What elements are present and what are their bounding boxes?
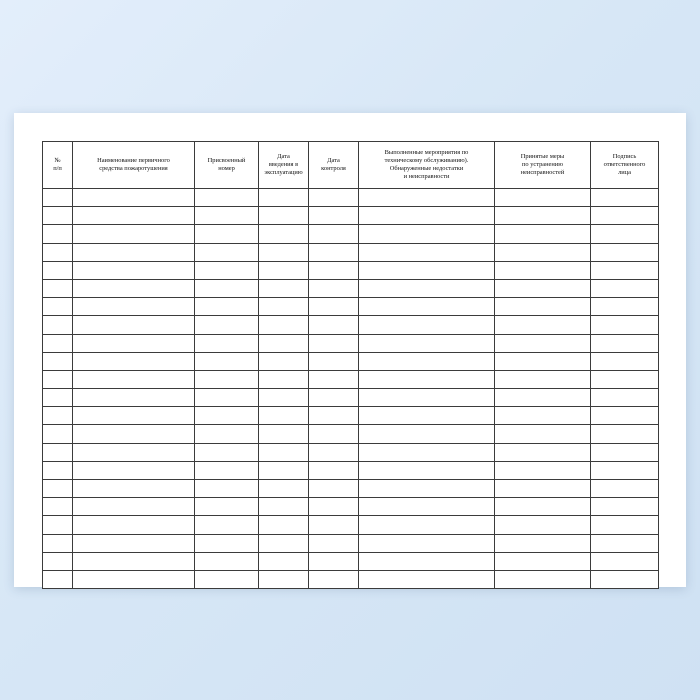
header-line: номер xyxy=(218,165,235,172)
table-cell[interactable] xyxy=(43,334,73,352)
table-cell[interactable] xyxy=(195,552,259,570)
table-cell[interactable] xyxy=(309,352,359,370)
column-header-corrective-measures xyxy=(495,142,591,189)
table-cell[interactable] xyxy=(73,225,195,243)
table-cell[interactable] xyxy=(495,189,591,207)
table-cell[interactable] xyxy=(495,407,591,425)
table-cell[interactable] xyxy=(43,389,73,407)
table-cell[interactable] xyxy=(359,425,495,443)
table-cell[interactable] xyxy=(259,425,309,443)
table-cell[interactable] xyxy=(495,352,591,370)
table-cell[interactable] xyxy=(495,534,591,552)
table-cell[interactable] xyxy=(43,425,73,443)
table-cell[interactable] xyxy=(195,316,259,334)
table-cell[interactable] xyxy=(309,407,359,425)
column-header-number xyxy=(43,142,73,189)
table-cell[interactable] xyxy=(73,334,195,352)
table-row xyxy=(43,189,659,207)
table-cell[interactable] xyxy=(591,498,659,516)
table-cell[interactable] xyxy=(73,189,195,207)
table-cell[interactable] xyxy=(43,461,73,479)
table-cell[interactable] xyxy=(195,516,259,534)
table-cell[interactable] xyxy=(73,425,195,443)
table-cell[interactable] xyxy=(195,370,259,388)
table-cell[interactable] xyxy=(495,498,591,516)
table-cell[interactable] xyxy=(195,352,259,370)
table-cell[interactable] xyxy=(309,570,359,588)
table-cell[interactable] xyxy=(259,243,309,261)
table-cell[interactable] xyxy=(73,243,195,261)
table-cell[interactable] xyxy=(309,425,359,443)
table-cell[interactable] xyxy=(73,461,195,479)
table-cell[interactable] xyxy=(195,334,259,352)
table-row xyxy=(43,516,659,534)
table-cell[interactable] xyxy=(359,225,495,243)
table-row xyxy=(43,352,659,370)
table-cell[interactable] xyxy=(73,552,195,570)
table-cell[interactable] xyxy=(43,316,73,334)
table-cell[interactable] xyxy=(309,498,359,516)
table-cell[interactable] xyxy=(43,261,73,279)
table-cell[interactable] xyxy=(259,480,309,498)
table-row xyxy=(43,243,659,261)
table-cell[interactable] xyxy=(591,425,659,443)
table-cell[interactable] xyxy=(359,298,495,316)
table-cell[interactable] xyxy=(195,461,259,479)
table-cell[interactable] xyxy=(309,516,359,534)
table-cell[interactable] xyxy=(359,352,495,370)
table-cell[interactable] xyxy=(195,480,259,498)
table-cell[interactable] xyxy=(495,316,591,334)
table-cell[interactable] xyxy=(591,316,659,334)
table-cell[interactable] xyxy=(309,461,359,479)
table-cell[interactable] xyxy=(309,261,359,279)
table-cell[interactable] xyxy=(43,243,73,261)
table-cell[interactable] xyxy=(43,552,73,570)
table-cell[interactable] xyxy=(495,370,591,388)
table-cell[interactable] xyxy=(195,498,259,516)
table-cell[interactable] xyxy=(195,407,259,425)
table-cell[interactable] xyxy=(259,570,309,588)
table-cell[interactable] xyxy=(43,498,73,516)
table-cell[interactable] xyxy=(43,189,73,207)
table-cell[interactable] xyxy=(309,189,359,207)
table-cell[interactable] xyxy=(591,534,659,552)
table-cell[interactable] xyxy=(309,534,359,552)
table-cell[interactable] xyxy=(259,207,309,225)
fire-equipment-log-table xyxy=(42,141,659,589)
table-row xyxy=(43,334,659,352)
table-cell[interactable] xyxy=(309,279,359,297)
table-cell[interactable] xyxy=(195,389,259,407)
document-sheet xyxy=(14,113,686,587)
table-cell[interactable] xyxy=(259,225,309,243)
table-row xyxy=(43,461,659,479)
table-cell[interactable] xyxy=(43,370,73,388)
table-cell[interactable] xyxy=(359,407,495,425)
table-cell[interactable] xyxy=(259,407,309,425)
table-cell[interactable] xyxy=(591,570,659,588)
table-cell[interactable] xyxy=(495,516,591,534)
table-cell[interactable] xyxy=(309,298,359,316)
table-cell[interactable] xyxy=(73,370,195,388)
table-cell[interactable] xyxy=(195,189,259,207)
table-cell[interactable] xyxy=(43,570,73,588)
header-line: техническому обслуживанию). xyxy=(384,156,469,164)
table-cell[interactable] xyxy=(259,461,309,479)
table-row xyxy=(43,298,659,316)
table-cell[interactable] xyxy=(591,243,659,261)
table-cell[interactable] xyxy=(259,370,309,388)
table-row xyxy=(43,552,659,570)
table-row xyxy=(43,225,659,243)
header-line: по устранению xyxy=(521,160,564,168)
table-cell[interactable] xyxy=(359,334,495,352)
table-cell[interactable] xyxy=(591,298,659,316)
header-line: Выполненные мероприятия по xyxy=(384,148,469,156)
table-cell[interactable] xyxy=(591,207,659,225)
table-cell[interactable] xyxy=(259,189,309,207)
table-row xyxy=(43,534,659,552)
table-cell[interactable] xyxy=(259,352,309,370)
table-cell[interactable] xyxy=(359,570,495,588)
column-header-equipment-name xyxy=(73,142,195,189)
table-cell[interactable] xyxy=(43,352,73,370)
table-cell[interactable] xyxy=(591,352,659,370)
table-cell[interactable] xyxy=(309,316,359,334)
table-cell[interactable] xyxy=(43,298,73,316)
table-row xyxy=(43,480,659,498)
header-line: эксплуатацию xyxy=(264,169,303,177)
table-cell[interactable] xyxy=(359,534,495,552)
table-cell[interactable] xyxy=(309,225,359,243)
table-cell[interactable] xyxy=(43,225,73,243)
table-cell[interactable] xyxy=(495,298,591,316)
header-line: Принятые меры xyxy=(520,152,565,160)
table-cell[interactable] xyxy=(495,225,591,243)
table-cell[interactable] xyxy=(495,461,591,479)
table-cell[interactable] xyxy=(43,534,73,552)
table-cell[interactable] xyxy=(195,443,259,461)
table-row xyxy=(43,370,659,388)
table-row xyxy=(43,207,659,225)
table-cell[interactable] xyxy=(43,207,73,225)
table-cell[interactable] xyxy=(309,207,359,225)
table-cell[interactable] xyxy=(359,316,495,334)
header-line: лица xyxy=(618,169,631,177)
table-row xyxy=(43,261,659,279)
header-line: Дата xyxy=(277,152,290,160)
table-cell[interactable] xyxy=(359,516,495,534)
table-cell[interactable] xyxy=(309,370,359,388)
table-cell[interactable] xyxy=(359,261,495,279)
table-cell[interactable] xyxy=(495,443,591,461)
table-row xyxy=(43,443,659,461)
table-cell[interactable] xyxy=(195,261,259,279)
table-cell[interactable] xyxy=(43,407,73,425)
table-cell[interactable] xyxy=(359,443,495,461)
column-header-control-date xyxy=(309,142,359,189)
table-row xyxy=(43,425,659,443)
table-cell[interactable] xyxy=(359,480,495,498)
table-cell[interactable] xyxy=(495,425,591,443)
table-cell[interactable] xyxy=(259,534,309,552)
table-cell[interactable] xyxy=(591,407,659,425)
table-cell[interactable] xyxy=(495,279,591,297)
table-cell[interactable] xyxy=(309,243,359,261)
header-line: Наименование первичного xyxy=(97,156,170,164)
table-cell[interactable] xyxy=(359,207,495,225)
header-line: неисправностей xyxy=(520,169,565,177)
header-line: средства пожаротушения xyxy=(99,165,168,172)
header-line: Обнаруженные недостатки xyxy=(389,165,464,172)
column-header-signature xyxy=(591,142,659,189)
table-cell[interactable] xyxy=(495,480,591,498)
column-header-commission-date xyxy=(259,142,309,189)
table-row xyxy=(43,389,659,407)
header-line: и неисправности xyxy=(403,173,450,181)
table-cell[interactable] xyxy=(259,334,309,352)
header-line: п/п xyxy=(53,165,62,172)
table-cell[interactable] xyxy=(591,261,659,279)
table-cell[interactable] xyxy=(259,443,309,461)
table-cell[interactable] xyxy=(73,498,195,516)
table-cell[interactable] xyxy=(259,279,309,297)
table-cell[interactable] xyxy=(195,534,259,552)
table-cell[interactable] xyxy=(591,370,659,388)
header-line: Дата xyxy=(327,156,340,164)
table-cell[interactable] xyxy=(195,243,259,261)
table-cell[interactable] xyxy=(195,570,259,588)
table-cell[interactable] xyxy=(591,225,659,243)
table-cell[interactable] xyxy=(591,516,659,534)
table-row xyxy=(43,407,659,425)
table-cell[interactable] xyxy=(259,516,309,534)
table-row xyxy=(43,279,659,297)
column-header-assigned-number xyxy=(195,142,259,189)
table-cell[interactable] xyxy=(495,243,591,261)
table-cell[interactable] xyxy=(359,389,495,407)
table-cell[interactable] xyxy=(73,480,195,498)
table-row xyxy=(43,316,659,334)
table-cell[interactable] xyxy=(43,279,73,297)
table-cell[interactable] xyxy=(73,298,195,316)
table-cell[interactable] xyxy=(591,334,659,352)
table-cell[interactable] xyxy=(73,516,195,534)
table-cell[interactable] xyxy=(73,443,195,461)
header-line: Присвоенный xyxy=(207,156,246,164)
table-cell[interactable] xyxy=(259,552,309,570)
table-cell[interactable] xyxy=(495,207,591,225)
header-line: № xyxy=(54,156,61,164)
table-cell[interactable] xyxy=(359,189,495,207)
table-cell[interactable] xyxy=(73,316,195,334)
table-cell[interactable] xyxy=(73,389,195,407)
column-header-maintenance-actions xyxy=(359,142,495,189)
table-cell[interactable] xyxy=(195,207,259,225)
table-cell[interactable] xyxy=(259,261,309,279)
table-cell[interactable] xyxy=(73,570,195,588)
table-cell[interactable] xyxy=(359,461,495,479)
table-cell[interactable] xyxy=(195,279,259,297)
table-cell[interactable] xyxy=(495,389,591,407)
table-cell[interactable] xyxy=(43,443,73,461)
table-cell[interactable] xyxy=(73,407,195,425)
table-cell[interactable] xyxy=(195,298,259,316)
table-row xyxy=(43,498,659,516)
table-cell[interactable] xyxy=(259,498,309,516)
table-cell[interactable] xyxy=(591,480,659,498)
table-body xyxy=(43,189,659,589)
table-cell[interactable] xyxy=(591,189,659,207)
table-cell[interactable] xyxy=(359,498,495,516)
table-cell[interactable] xyxy=(195,225,259,243)
table-cell[interactable] xyxy=(495,570,591,588)
table-cell[interactable] xyxy=(259,298,309,316)
table-cell[interactable] xyxy=(43,480,73,498)
table-container xyxy=(42,141,658,589)
table-cell[interactable] xyxy=(259,389,309,407)
table-cell[interactable] xyxy=(591,443,659,461)
table-cell[interactable] xyxy=(591,389,659,407)
header-line: ответственного xyxy=(603,160,646,168)
table-cell[interactable] xyxy=(73,207,195,225)
table-cell[interactable] xyxy=(591,279,659,297)
table-cell[interactable] xyxy=(591,461,659,479)
table-cell[interactable] xyxy=(259,316,309,334)
header-line: введения в xyxy=(268,160,299,168)
table-cell[interactable] xyxy=(591,552,659,570)
header-line: контроля xyxy=(321,165,346,172)
table-cell[interactable] xyxy=(495,552,591,570)
table-cell[interactable] xyxy=(359,370,495,388)
table-cell[interactable] xyxy=(309,480,359,498)
table-cell[interactable] xyxy=(359,279,495,297)
table-cell[interactable] xyxy=(309,389,359,407)
table-cell[interactable] xyxy=(73,534,195,552)
header-row xyxy=(43,142,659,189)
table-cell[interactable] xyxy=(73,261,195,279)
table-cell[interactable] xyxy=(309,334,359,352)
table-cell[interactable] xyxy=(359,243,495,261)
table-cell[interactable] xyxy=(495,334,591,352)
table-cell[interactable] xyxy=(309,552,359,570)
table-cell[interactable] xyxy=(359,552,495,570)
table-cell[interactable] xyxy=(73,279,195,297)
table-cell[interactable] xyxy=(195,425,259,443)
header-line: Подпись xyxy=(612,152,637,160)
table-cell[interactable] xyxy=(495,261,591,279)
table-cell[interactable] xyxy=(73,352,195,370)
table-cell[interactable] xyxy=(309,443,359,461)
table-cell[interactable] xyxy=(43,516,73,534)
table-row xyxy=(43,570,659,588)
table-header xyxy=(43,142,659,189)
